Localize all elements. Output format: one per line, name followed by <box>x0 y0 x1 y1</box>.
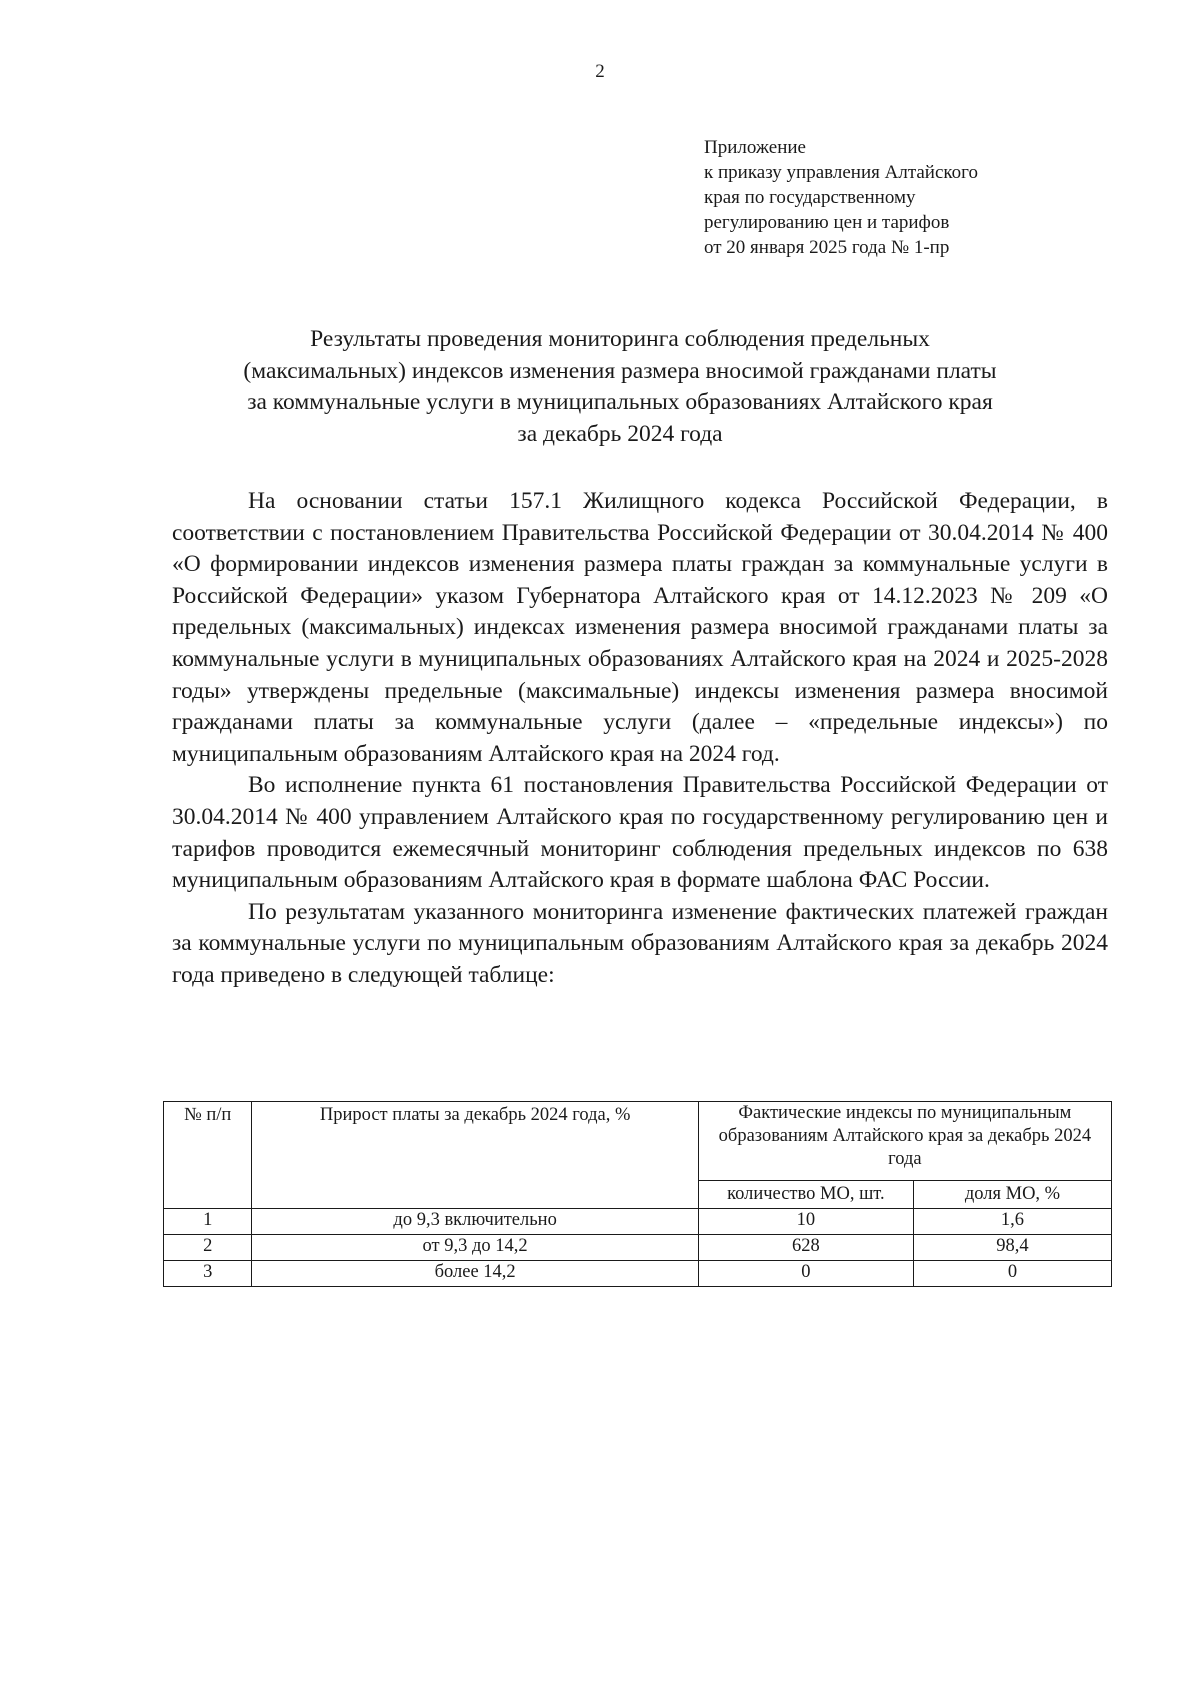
header-actual-indices: Фактические индексы по муниципальным образованиям Алтайского края за декабрь 2024 года <box>698 1102 1111 1181</box>
paragraph-monitoring: Во исполнение пункта 61 постановления Правительства Российской Федерации от 30.04.2014 № 400 управлением Алтайского края по государственному регулированию цен и тарифов проводится ежемесячный мониторинг соблюдения предельных индексов по 638 муниципальным образованиям Алтайского края в формате шаблона ФАС России. <box>172 772 1108 894</box>
title-line: (максимальных) индексов изменения размера вносимой гражданами платы <box>243 357 997 384</box>
cell-share: 98,4 <box>913 1235 1111 1261</box>
cell-count: 10 <box>698 1209 913 1235</box>
table-header-row <box>164 1102 1112 1181</box>
header-growth: Прирост платы за декабрь 2024 года, % <box>252 1102 698 1209</box>
cell-number: 2 <box>164 1235 252 1261</box>
document-title <box>150 324 1090 450</box>
appendix-line: регулированию цен и тарифов <box>704 212 950 233</box>
cell-growth: от 9,3 до 14,2 <box>252 1235 698 1261</box>
appendix-line: от 20 января 2025 года № 1-пр <box>704 237 950 258</box>
header-share: доля МО, % <box>913 1181 1111 1209</box>
cell-share: 0 <box>913 1261 1111 1287</box>
table-row <box>164 1209 1112 1235</box>
appendix-block <box>704 135 1124 260</box>
cell-share: 1,6 <box>913 1209 1111 1235</box>
table-row <box>164 1235 1112 1261</box>
appendix-line: Приложение <box>704 137 806 158</box>
paragraph-results-intro: По результатам указанного мониторинга изменение фактических платежей граждан за коммунальные услуги по муниципальным образованиям Алтайского края за декабрь 2024 года приведено в следующей таблице: <box>172 898 1108 988</box>
cell-count: 628 <box>698 1235 913 1261</box>
body-text <box>172 486 1108 992</box>
results-table <box>163 1101 1112 1287</box>
paragraph-legal-basis: На основании статьи 157.1 Жилищного кодекса Российской Федерации, в соответствии с постановлением Правительства Российской Федерации от 30.04.2014 № 400 «О формировании индексов изменения размера платы граждан за коммунальные услуги в Российской Федерации» указом Губернатора Алтайского края от 14.12.2023 № 209 «О предельных (максимальных) индексах изменения размера вносимой гражданами платы за коммунальные услуги в муниципальных образованиях Алтайского края на 2024 и 2025-2028 годы» утверждены предельные (максимальные) индексы изменения размера вносимой гражданами платы за коммунальные услуги (далее – «предельные индексы») по муниципальным образованиям Алтайского края на 2024 год. <box>172 488 1108 767</box>
header-number: № п/п <box>164 1102 252 1209</box>
header-count: количество МО, шт. <box>698 1181 913 1209</box>
cell-growth: более 14,2 <box>252 1261 698 1287</box>
title-line: за коммунальные услуги в муниципальных образованиях Алтайского края <box>247 389 993 415</box>
appendix-line: края по государственному <box>704 187 916 208</box>
table-row <box>164 1261 1112 1287</box>
cell-number: 3 <box>164 1261 252 1287</box>
appendix-line: к приказу управления Алтайского <box>704 162 978 183</box>
cell-number: 1 <box>164 1209 252 1235</box>
title-line: за декабрь 2024 года <box>517 420 723 447</box>
page-number: 2 <box>595 61 605 82</box>
cell-growth: до 9,3 включительно <box>252 1209 698 1235</box>
cell-count: 0 <box>698 1261 913 1287</box>
title-line: Результаты проведения мониторинга соблюдения предельных <box>310 326 930 352</box>
